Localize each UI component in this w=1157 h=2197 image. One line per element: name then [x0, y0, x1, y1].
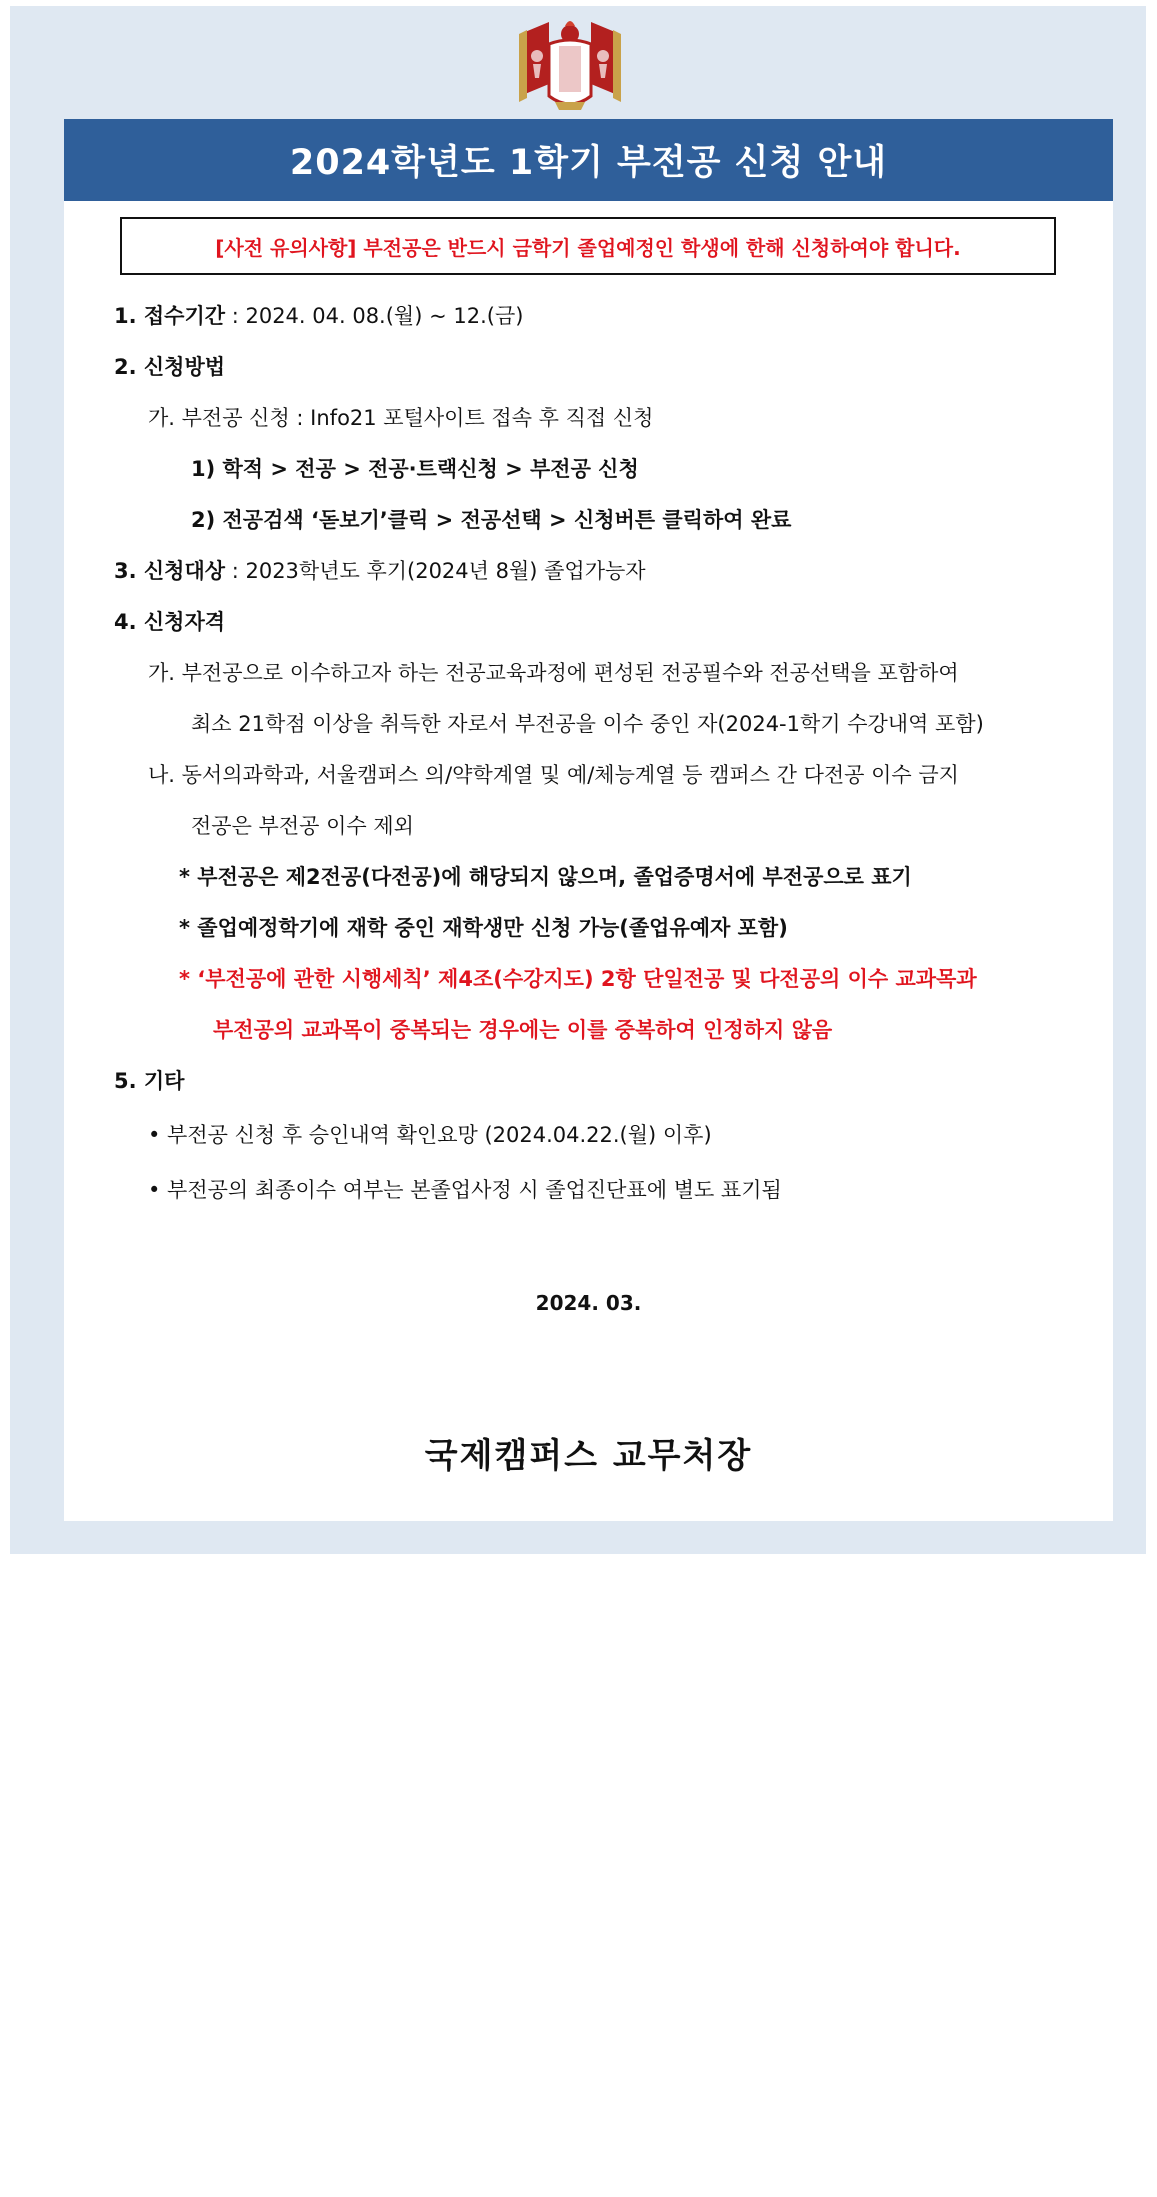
announcement-card [64, 119, 1113, 1521]
section-2-item-a: 가. 부전공 신청 : Info21 포털사이트 접속 후 직접 신청 [148, 406, 654, 430]
issue-date: 2024. 03. [535, 1291, 642, 1315]
section-4-label: 4. 신청자격 [114, 610, 226, 634]
section-4-item-b-line-2: 전공은 부전공 이수 제외 [191, 814, 414, 838]
section-4-note-3-line-2: 부전공의 교과목이 중복되는 경우에는 이를 중복하여 인정하지 않음 [213, 1018, 833, 1042]
section-4-note-2: * 졸업예정학기에 재학 중인 재학생만 신청 가능(졸업유예자 포함) [179, 916, 788, 940]
section-5-label: 5. 기타 [114, 1069, 185, 1093]
page-title: 2024학년도 1학기 부전공 신청 안내 [64, 119, 1113, 201]
section-2-step-1: 1) 학적 > 전공 > 전공·트랙신청 > 부전공 신청 [191, 457, 639, 481]
section-3-value: : 2023학년도 후기(2024년 8월) 졸업가능자 [225, 559, 646, 583]
section-2-step-2: 2) 전공검색 ‘돋보기’클릭 > 전공선택 > 신청버튼 클릭하여 완료 [191, 508, 792, 532]
section-3-label: 3. 신청대상 [114, 559, 226, 583]
section-4-item-a-line-2: 최소 21학점 이상을 취득한 자로서 부전공을 이수 중인 자(2024-1학기 수강내역 포함) [191, 712, 984, 736]
section-3 [114, 557, 646, 585]
section-1-label: 1. 접수기간 [114, 304, 226, 328]
section-5-bullet-1: • 부전공 신청 후 승인내역 확인요망 (2024.04.22.(월) 이후) [148, 1123, 712, 1147]
section-1-value: : 2024. 04. 08.(월) ~ 12.(금) [225, 304, 524, 328]
section-4-note-1: * 부전공은 제2전공(다전공)에 해당되지 않으며, 졸업증명서에 부전공으로 표기 [179, 865, 912, 889]
section-1 [114, 302, 523, 330]
section-4-item-b-line-1: 나. 동서의과학과, 서울캠퍼스 의/약학계열 및 예/체능계열 등 캠퍼스 간 다전공 이수 금지 [148, 763, 959, 787]
signature: 국제캠퍼스 교무처장 [424, 1436, 753, 1476]
page-frame [10, 6, 1146, 1554]
university-emblem-icon [515, 14, 625, 114]
section-4-item-a-line-1: 가. 부전공으로 이수하고자 하는 전공교육과정에 편성된 전공필수와 전공선택을 포함하여 [148, 661, 959, 685]
section-2-label: 2. 신청방법 [114, 355, 226, 379]
section-5-bullet-2: • 부전공의 최종이수 여부는 본졸업사정 시 졸업진단표에 별도 표기됨 [148, 1178, 782, 1202]
section-4-note-3-line-1: * ‘부전공에 관한 시행세칙’ 제4조(수강지도) 2항 단일전공 및 다전공의 이수 교과목과 [179, 967, 977, 991]
precaution-notice: [사전 유의사항] 부전공은 반드시 금학기 졸업예정인 학생에 한해 신청하여야 합니다. [120, 217, 1056, 275]
